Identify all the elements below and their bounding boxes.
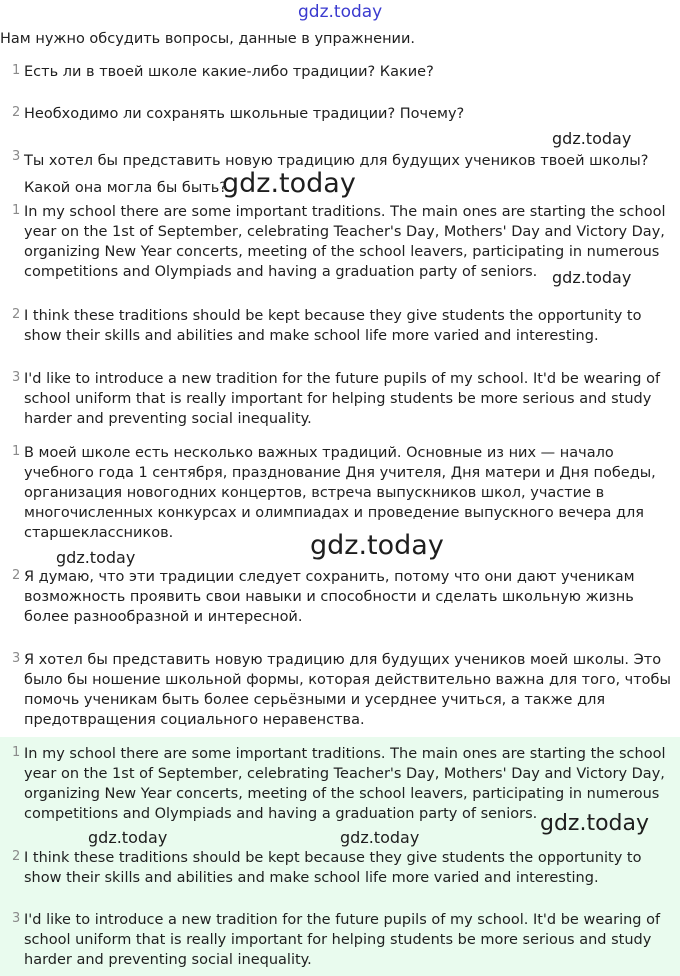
item-number: 3	[12, 149, 21, 164]
watermark: gdz.today	[540, 811, 650, 836]
item-number: 1	[12, 63, 21, 78]
answer-text: I think these traditions should be kept because they give students the opportunity to show their skills and abilities and make school life more varied and interesting.	[24, 850, 642, 886]
watermark: gdz.today	[552, 268, 632, 287]
item-number: 1	[12, 203, 21, 218]
item-number: 2	[12, 307, 21, 322]
answer-text: I think these traditions should be kept because they give students the opportunity to show their skills and abilities and make school life more varied and interesting.	[24, 308, 642, 344]
item-number: 2	[12, 568, 21, 583]
item-number: 2	[12, 849, 21, 864]
item-number: 1	[12, 444, 21, 459]
answer-text: Я хотел бы представить новую традицию для будущих учеников моей школы. Это было бы ношение школьной формы, которая действительно важна для того, чтобы помочь ученикам быть более серьёзными и усерднее учиться, а также для предотвращения социального неравенства.	[24, 652, 671, 728]
watermark: gdz.today	[56, 548, 136, 567]
item-number: 1	[12, 745, 21, 760]
answer-text: In my school there are some important traditions. The main ones are starting the school year on the 1st of September, celebrating Teacher's Day, Mothers' Day and Victory Day, organizing New Year concerts, meeting of the school leavers, participating in numerous competitions and Olympiads and having a graduation party of seniors.	[24, 746, 666, 822]
answer-text: Я думаю, что эти традиции следует сохранить, потому что они дают ученикам возможность проявить свои навыки и способности и сделать школьную жизнь более разнообразной и интересной.	[24, 569, 635, 625]
answer-text: I'd like to introduce a new tradition for the future pupils of my school. It'd be wearing of school uniform that is really important for helping students be more serious and study harder and preventing social inequality.	[24, 371, 661, 427]
answer-text: I'd like to introduce a new tradition for the future pupils of my school. It'd be wearing of school uniform that is really important for helping students be more serious and study harder and preventing social inequality.	[24, 912, 661, 968]
answer-text: В моей школе есть несколько важных традиций. Основные из них — начало учебного года 1 сентября, празднование Дня учителя, Дня матери и Дня победы, организация новогодних концертов, встреча выпускников школ, участие в многочисленных конкурсах и олимпиадах и проведение выпускного вечера для старшеклассников.	[24, 445, 656, 541]
watermark: gdz.today	[552, 129, 632, 148]
item-number: 2	[12, 105, 21, 120]
watermark: gdz.today	[222, 168, 356, 199]
item-number: 3	[12, 651, 21, 666]
intro-text: Нам нужно обсудить вопросы, данные в упражнении.	[0, 31, 416, 47]
question-text: Ты хотел бы представить новую традицию для будущих учеников твоей школы? Какой она могла бы быть?	[24, 153, 649, 196]
watermark: gdz.today	[340, 828, 420, 847]
item-number: 3	[12, 370, 21, 385]
watermark-top: gdz.today	[298, 2, 383, 22]
answer-text: In my school there are some important traditions. The main ones are starting the school year on the 1st of September, celebrating Teacher's Day, Mothers' Day and Victory Day, organizing New Year concerts, meeting of the school leavers, participating in numerous competitions and Olympiads and having a graduation party of seniors.	[24, 204, 666, 280]
question-text: Необходимо ли сохранять школьные традиции? Почему?	[24, 106, 465, 122]
watermark: gdz.today	[310, 530, 444, 561]
watermark: gdz.today	[88, 828, 168, 847]
item-number: 3	[12, 911, 21, 926]
question-text: Есть ли в твоей школе какие-либо традиции? Какие?	[24, 64, 434, 80]
